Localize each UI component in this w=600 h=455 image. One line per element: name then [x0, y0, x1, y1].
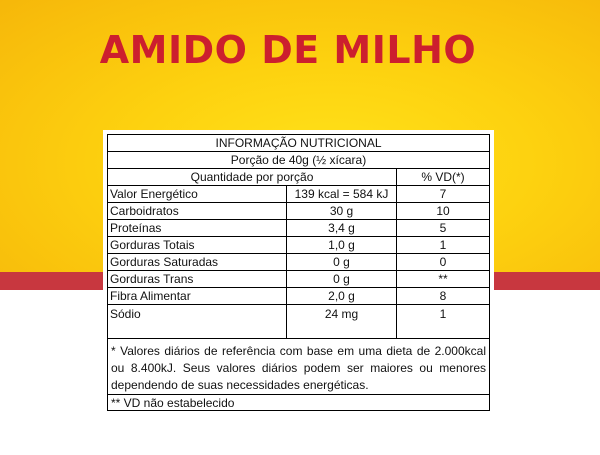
table-row: [108, 237, 489, 254]
nutrient-name: Sódio: [108, 305, 287, 322]
table-row: [108, 186, 489, 203]
nutrient-amount: 3,4 g: [287, 220, 397, 236]
nutrient-vd: **: [438, 272, 448, 286]
nutrient-amount: 30 g: [287, 203, 397, 219]
vd-header: % VD(*): [421, 170, 465, 184]
nutrient-name: Proteínas: [108, 220, 287, 236]
empty-cell: [108, 322, 287, 338]
nutrient-amount: 2,0 g: [287, 288, 397, 304]
nutrient-amount: 1,0 g: [287, 237, 397, 253]
nutrient-amount: 24 mg: [287, 305, 397, 322]
nutrient-vd: 5: [439, 221, 447, 235]
empty-row: [108, 322, 489, 339]
portion-row: [108, 152, 489, 169]
nutrient-vd: 7: [439, 187, 447, 201]
nutrient-vd: 1: [439, 238, 447, 252]
table-row: [108, 271, 489, 288]
table-heading: INFORMAÇÃO NUTRICIONAL: [215, 136, 382, 150]
column-header-row: [108, 169, 489, 186]
footnote-row: [108, 395, 489, 410]
table-row: [108, 203, 489, 220]
nutrient-vd: 8: [439, 289, 447, 303]
footnote-reference-values: * Valores diários de referência com base em uma dieta de 2.000kcal ou 8.400kJ. Seus valores diários podem ser maiores ou menores dependendo de suas necessidades energéticas.: [108, 340, 489, 395]
table-row: [108, 288, 489, 305]
nutrition-table: [107, 134, 490, 411]
nutrient-name: Gorduras Trans: [108, 271, 287, 287]
empty-cell: [397, 322, 489, 338]
nutrient-name: Fibra Alimentar: [108, 288, 287, 304]
nutrient-name: Carboidratos: [108, 203, 287, 219]
nutrient-amount: 139 kcal = 584 kJ: [287, 186, 397, 202]
empty-cell: [287, 322, 397, 338]
table-row: [108, 220, 489, 237]
table-row: [108, 254, 489, 271]
table-row: [108, 305, 489, 322]
nutrient-vd: 10: [436, 204, 450, 218]
nutrition-card: [103, 130, 494, 415]
page-title: AMIDO DE MILHO: [99, 28, 477, 72]
nutrient-amount: 0 g: [287, 271, 397, 287]
portion-label: Porção de 40g (½ xícara): [230, 153, 367, 167]
nutrient-name: Gorduras Totais: [108, 237, 287, 253]
nutrient-name: Valor Energético: [108, 186, 287, 202]
nutrient-vd: 1: [439, 306, 447, 321]
footnote-vd: ** VD não estabelecido: [111, 395, 235, 410]
nutrient-name: Gorduras Saturadas: [108, 254, 287, 270]
nutrient-vd: 0: [439, 255, 447, 269]
table-heading-row: [108, 135, 489, 152]
quantity-header: Quantidade por porção: [108, 169, 397, 185]
nutrient-amount: 0 g: [287, 254, 397, 270]
